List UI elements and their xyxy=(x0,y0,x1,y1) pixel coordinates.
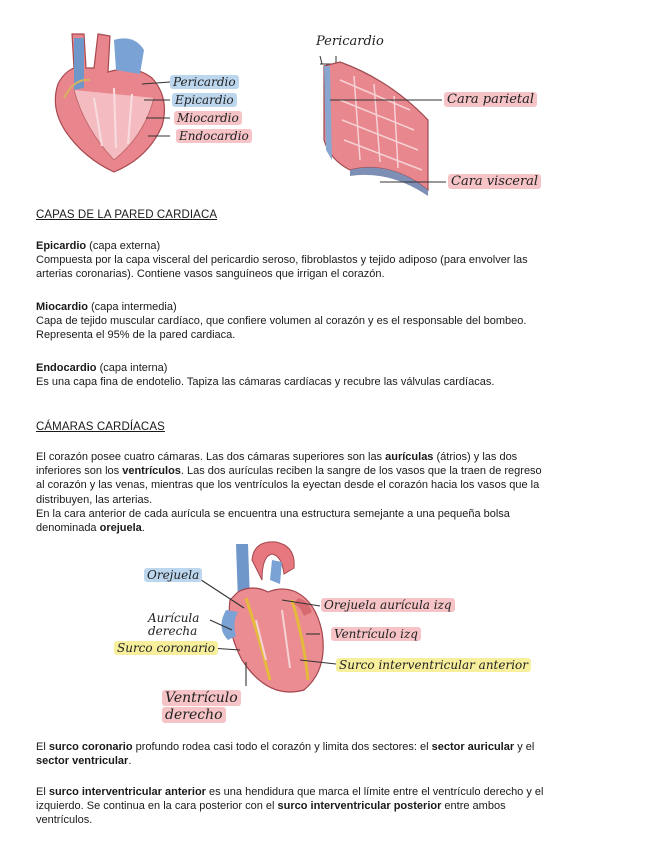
camaras-line-4: distribuyen, las arterias. xyxy=(36,493,153,506)
figure2-leader-lines xyxy=(330,90,450,190)
endocardio-line-1: Es una capa fina de endotelio. Tapiza las cámaras cardíacas y recubre las válvulas cardíacas. xyxy=(36,376,495,389)
miocardio-line-1: Capa de tejido muscular cardíaco, que confiere volumen al corazón y es el responsable del bombeo. xyxy=(36,315,527,328)
camaras-line-1: El corazón posee cuatro cámaras. Las dos cámaras superiores son las aurículas (átrios) y las dos xyxy=(36,451,518,463)
label-cara-parietal: Cara parietal xyxy=(444,92,537,107)
paragraph-epicardio xyxy=(36,239,636,282)
miocardio-heading: Miocardio (capa intermedia) xyxy=(36,301,177,313)
label-ventriculo-izq: Ventrículo izq xyxy=(331,627,421,641)
figure3-leader-lines xyxy=(190,570,350,700)
endocardio-heading: Endocardio (capa interna) xyxy=(36,362,168,374)
label-auricula-derecha xyxy=(148,612,199,638)
surco-interventricular-line-3: ventrículos. xyxy=(36,814,93,827)
camaras-line-6: denominada orejuela. xyxy=(36,522,145,535)
miocardio-line-2: Representa el 95% de la pared cardiaca. xyxy=(36,329,236,342)
label-ventriculo-derecho-line-1: Ventrículo xyxy=(162,690,241,706)
epicardio-line-2: arterias coronarias). Contiene vasos sanguíneos que irrigan el corazón. xyxy=(36,268,385,281)
section-title-capas: CAPAS DE LA PARED CARDIACA xyxy=(36,209,218,221)
label-ventriculo-derecho-line-2: derecho xyxy=(162,707,226,723)
label-orejuela-auricula-izq: Orejuela aurícula izq xyxy=(321,598,455,612)
surco-coronario-line-2: sector ventricular. xyxy=(36,755,132,768)
section-title-camaras: CÁMARAS CARDÍACAS xyxy=(36,421,165,433)
camaras-line-2: inferiores son los ventrículos. Las dos aurículas reciben la sangre de los vasos que la traen de regreso xyxy=(36,465,542,478)
surco-interventricular-line-1: El surco interventricular anterior es una hendidura que marca el límite entre el ventrículo derecho y el xyxy=(36,786,544,798)
label-epicardio-fig1: Epicardio xyxy=(172,93,237,107)
label-cara-visceral: Cara visceral xyxy=(448,174,541,189)
label-endocardio-fig1: Endocardio xyxy=(176,129,252,143)
label-ventriculo-derecho xyxy=(162,690,241,724)
surco-coronario-line-1: El surco coronario profundo rodea casi todo el corazón y limita dos sectores: el sector auricular y el xyxy=(36,741,535,753)
label-pericardio-fig2: Pericardio xyxy=(316,34,384,49)
paragraph-miocardio xyxy=(36,300,636,343)
label-surco-interventricular: Surco interventricular anterior xyxy=(336,658,531,672)
label-surco-coronario: Surco coronario xyxy=(114,641,218,655)
paragraph-surco-coronario xyxy=(36,740,636,768)
label-miocardio-fig1: Miocardio xyxy=(174,111,242,125)
epicardio-line-1: Compuesta por la capa visceral del pericardio seroso, fibroblastos y tejido adiposo (para envolver las xyxy=(36,254,528,267)
label-orejuela: Orejuela xyxy=(144,568,202,582)
paragraph-surco-interventricular xyxy=(36,785,636,828)
paragraph-endocardio xyxy=(36,361,636,389)
camaras-line-3: al corazón y las venas, mientras que los ventrículos la eyectan desde el corazón hacia los vasos que la xyxy=(36,479,540,492)
label-auricula-derecha-line-1: Aurícula xyxy=(148,611,200,625)
label-auricula-derecha-line-2: derecha xyxy=(148,624,198,638)
epicardio-heading: Epicardio (capa externa) xyxy=(36,240,161,252)
camaras-line-5: En la cara anterior de cada aurícula se encuentra una estructura semejante a una pequeña bolsa xyxy=(36,507,510,520)
surco-interventricular-line-2: izquierdo. Se continua en la cara posterior con el surco interventricular posterior entre ambos xyxy=(36,800,506,813)
label-pericardio-fig1: Pericardio xyxy=(170,75,239,89)
paragraph-camaras xyxy=(36,450,636,535)
